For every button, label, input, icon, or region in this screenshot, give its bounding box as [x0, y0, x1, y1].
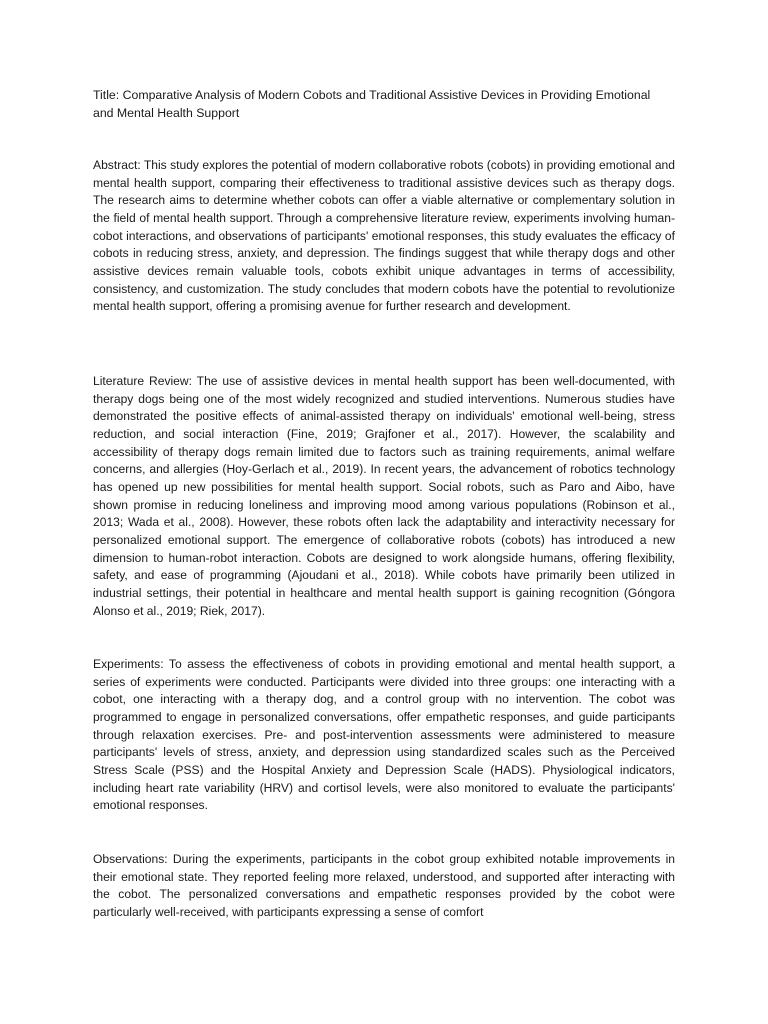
experiments-paragraph: Experiments: To assess the effectiveness of cobots in providing emotional and mental health support, a series of experiments were conducted. Participants were divided into three groups: one interacting with a cobot, one interacting with a therapy dog, and a control group with no intervention. The cobot was programmed to engage in personalized conversations, offer empathetic responses, and guide participants through relaxation exercises. Pre- and post-intervention assessments were administered to measure participants' levels of stress, anxiety, and depression using standardized scales such as the Perceived Stress Scale (PSS) and the Hospital Anxiety and Depression Scale (HADS). Physiological indicators, including heart rate variability (HRV) and cortisol levels, were also monitored to evaluate the participants' emotional responses. — [93, 657, 675, 813]
observations-paragraph: Observations: During the experiments, participants in the cobot group exhibited notable improvements in their emotional state. They reported feeling more relaxed, understood, and supported after interacting with the cobot. The personalized conversations and empathetic responses provided by the cobot were particularly well-received, with participants expressing a sense of comfort — [93, 852, 675, 919]
document-page — [93, 0, 675, 1024]
abstract-paragraph: Abstract: This study explores the potential of modern collaborative robots (cobots) in providing emotional and mental health support, comparing their effectiveness to traditional assistive devices such as therapy dogs. The research aims to determine whether cobots can offer a viable alternative or complementary solution in the field of mental health support. Through a comprehensive literature review, experiments involving human-cobot interactions, and observations of participants' emotional responses, this study evaluates the efficacy of cobots in reducing stress, anxiety, and depression. The findings suggest that while therapy dogs and other assistive devices remain valuable tools, cobots exhibit unique advantages in terms of accessibility, consistency, and customization. The study concludes that modern cobots have the potential to revolutionize mental health support, offering a promising avenue for further research and development. — [93, 158, 675, 314]
document-title: Title: Comparative Analysis of Modern Cobots and Traditional Assistive Devices in Providing Emotional and Mental Health Support — [93, 88, 651, 120]
literature-review-paragraph: Literature Review: The use of assistive devices in mental health support has been well-documented, with therapy dogs being one of the most widely recognized and studied interventions. Numerous studies have demonstrated the positive effects of animal-assisted therapy on individuals' emotional well-being, stress reduction, and social interaction (Fine, 2019; Grajfoner et al., 2017). However, the scalability and accessibility of therapy dogs remain limited due to factors such as training requirements, animal welfare concerns, and allergies (Hoy-Gerlach et al., 2019). In recent years, the advancement of robotics technology has opened up new possibilities for mental health support. Social robots, such as Paro and Aibo, have shown promise in reducing loneliness and improving mood among various populations (Robinson et al., 2013; Wada et al., 2008). However, these robots often lack the adaptability and interactivity necessary for personalized emotional support. The emergence of collaborative robots (cobots) has introduced a new dimension to human-robot interaction. Cobots are designed to work alongside humans, offering flexibility, safety, and ease of programming (Ajoudani et al., 2018). While cobots have primarily been utilized in industrial settings, their potential in healthcare and mental health support is gaining recognition (Góngora Alonso et al., 2019; Riek, 2017). — [93, 374, 675, 618]
